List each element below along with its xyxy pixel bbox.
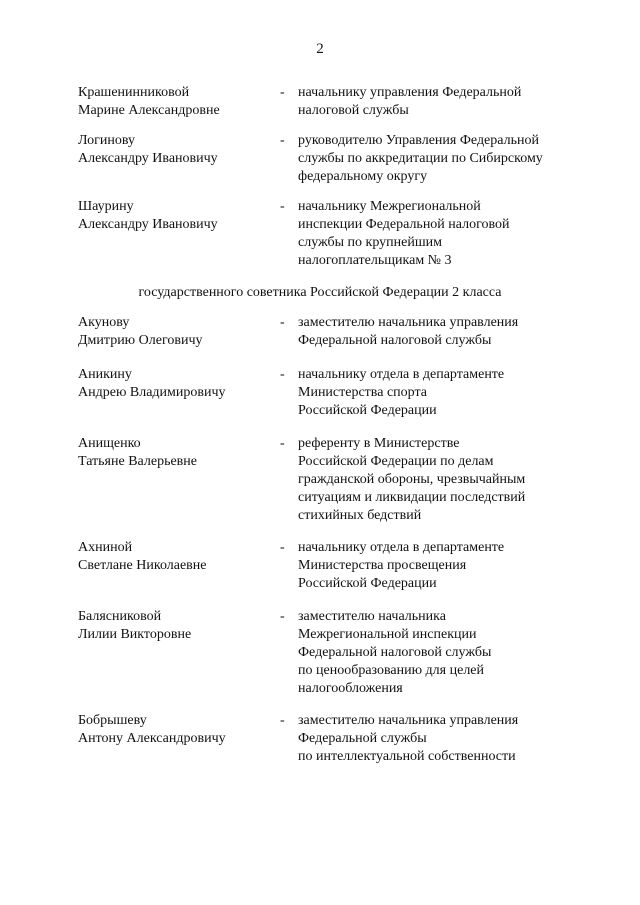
dash-separator: - [280, 609, 285, 624]
position-line: службы по крупнейшим [298, 235, 442, 250]
position-line: начальнику Межрегиональной [298, 199, 481, 214]
position-line: Федеральной службы [298, 731, 427, 746]
position-line: налоговой службы [298, 103, 409, 118]
name-line: Александру Ивановичу [78, 151, 218, 166]
name-line: Антону Александровичу [78, 731, 226, 746]
name-line: Светлане Николаевне [78, 558, 207, 573]
dash-separator: - [280, 713, 285, 728]
name-line: Аникину [78, 367, 132, 382]
appointee-position [298, 712, 518, 766]
appointee-position [298, 132, 543, 186]
position-line: Федеральной налоговой службы [298, 333, 492, 348]
position-line: заместителю начальника [298, 609, 446, 624]
name-line: Крашенинниковой [78, 85, 190, 100]
position-line: налогоплательщикам № 3 [298, 253, 452, 268]
appointee-name [78, 198, 278, 234]
appointee-position [298, 366, 504, 420]
name-line: Александру Ивановичу [78, 217, 218, 232]
dash-separator: - [280, 367, 285, 382]
appointee-name [78, 314, 278, 350]
name-line: Балясниковой [78, 609, 162, 624]
name-line: Акунову [78, 315, 130, 330]
appointee-name [78, 132, 278, 168]
dash-separator: - [280, 85, 285, 100]
position-line: налогообложения [298, 681, 403, 696]
appointee-position [298, 608, 491, 698]
position-line: референту в Министерстве [298, 436, 460, 451]
position-line: гражданской обороны, чрезвычайным [298, 472, 526, 487]
page-number: 2 [316, 41, 324, 57]
name-line: Ахниной [78, 540, 133, 555]
position-line: начальнику отдела в департаменте [298, 367, 505, 382]
dash-separator: - [280, 436, 285, 451]
position-line: службы по аккредитации по Сибирскому [298, 151, 543, 166]
appointee-name [78, 84, 278, 120]
position-line: федеральному округу [298, 169, 428, 184]
position-line: инспекции Федеральной налоговой [298, 217, 510, 232]
name-line: Андрею Владимировичу [78, 385, 226, 400]
appointee-position [298, 84, 521, 120]
dash-separator: - [280, 540, 285, 555]
appointee-position [298, 539, 504, 593]
appointee-name [78, 539, 278, 575]
name-line: Бобрышеву [78, 713, 147, 728]
name-line: Логинову [78, 133, 136, 148]
name-line: Татьяне Валерьевне [78, 454, 197, 469]
position-line: руководителю Управления Федеральной [298, 133, 539, 148]
position-line: заместителю начальника управления [298, 315, 519, 330]
dash-separator: - [280, 315, 285, 330]
appointee-name [78, 608, 278, 644]
position-line: Российской Федерации по делам [298, 454, 494, 469]
position-line: начальнику управления Федеральной [298, 85, 522, 100]
appointee-name [78, 712, 278, 748]
appointee-name [78, 366, 278, 402]
position-line: Российской Федерации [298, 403, 437, 418]
position-line: ситуациям и ликвидации последствий [298, 490, 526, 505]
position-line: заместителю начальника управления [298, 713, 519, 728]
position-line: Федеральной налоговой службы [298, 645, 492, 660]
appointee-position [298, 314, 518, 350]
position-line: Межрегиональной инспекции [298, 627, 477, 642]
position-line: Российской Федерации [298, 576, 437, 591]
name-line: Марине Александровне [78, 103, 220, 118]
dash-separator: - [280, 133, 285, 148]
section-heading: государственного советника Российской Федерации 2 класса [138, 285, 502, 300]
appointee-name [78, 435, 278, 471]
position-line: начальнику отдела в департаменте [298, 540, 505, 555]
position-line: по интеллектуальной собственности [298, 749, 516, 764]
position-line: Министерства спорта [298, 385, 427, 400]
position-line: стихийных бедствий [298, 508, 422, 523]
dash-separator: - [280, 199, 285, 214]
position-line: Министерства просвещения [298, 558, 467, 573]
name-line: Дмитрию Олеговичу [78, 333, 203, 348]
appointee-position [298, 198, 510, 270]
name-line: Лилии Викторовне [78, 627, 192, 642]
name-line: Шаурину [78, 199, 134, 214]
position-line: по ценообразованию для целей [298, 663, 485, 678]
appointee-position [298, 435, 525, 525]
name-line: Анищенко [78, 436, 141, 451]
